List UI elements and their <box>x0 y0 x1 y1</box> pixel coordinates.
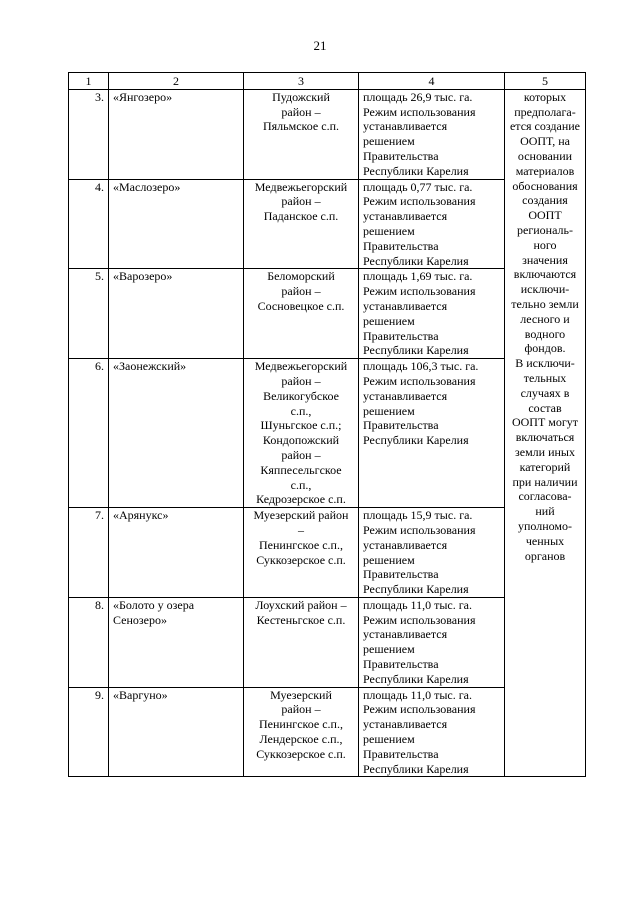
note-line: водного <box>524 326 566 341</box>
location-line: Кяппесельгское <box>260 462 342 477</box>
note-line: основании <box>517 148 573 163</box>
location-line: Суккозерское с.п. <box>256 746 346 761</box>
note-line: состав <box>528 400 562 415</box>
note-line: предполага- <box>514 104 576 119</box>
details-cell <box>359 687 505 777</box>
details-cell <box>359 597 505 687</box>
area-name-cell: «Янгозеро» <box>109 89 244 179</box>
area-name-cell: «Арянукс» <box>109 508 244 598</box>
location-line: район – <box>281 194 321 209</box>
details-line: устанавливается <box>363 298 448 313</box>
note-line: ООПТ, на <box>520 134 570 149</box>
details-line: Режим использования <box>363 702 476 717</box>
location-line: Пяльмское с.п. <box>262 119 339 134</box>
location-line: Кондопожский <box>262 433 340 448</box>
location-line: район – <box>281 284 321 299</box>
location-line: район – <box>281 373 321 388</box>
location-line: Муезерский <box>270 687 332 702</box>
note-cell <box>505 89 586 777</box>
details-line: Правительства <box>363 418 439 433</box>
details-line: Республики Карелия <box>363 343 469 358</box>
note-line: фондов. <box>524 341 566 356</box>
row-number-cell: 6. <box>69 359 109 508</box>
details-line: Республики Карелия <box>363 582 469 597</box>
note-line: включаются <box>513 267 577 282</box>
location-line: Пудожский <box>272 89 330 104</box>
location-line: Медвежьегорский <box>254 179 348 194</box>
details-line: Республики Карелия <box>363 253 469 268</box>
location-cell <box>244 179 359 269</box>
details-line: Правительства <box>363 148 439 163</box>
details-line: Правительства <box>363 328 439 343</box>
details-line: решением <box>363 134 415 149</box>
location-line: Паданское с.п. <box>263 209 339 224</box>
details-line: Режим использования <box>363 522 476 537</box>
row-number-cell: 4. <box>69 179 109 269</box>
note-line: тельных <box>523 370 567 385</box>
note-line: ется создание <box>509 119 580 134</box>
note-line: случаях в <box>520 385 570 400</box>
details-line: устанавливается <box>363 717 448 732</box>
details-cell <box>359 269 505 359</box>
location-line: Сосновецкое с.п. <box>257 298 345 313</box>
location-line: Кестеньгское с.п. <box>256 612 346 627</box>
note-line: лесного и <box>520 311 570 326</box>
note-line: согласова- <box>518 489 572 504</box>
details-line: Республики Карелия <box>363 433 469 448</box>
details-line: площадь 1,69 тыс. га. <box>363 269 473 284</box>
details-line: решением <box>363 642 415 657</box>
note-line: создания <box>522 193 568 208</box>
location-line: район – <box>281 104 321 119</box>
details-line: устанавливается <box>363 209 448 224</box>
location-line: с.п., <box>290 403 312 418</box>
note-line: категорий <box>519 459 571 474</box>
note-line: материалов <box>515 163 575 178</box>
header-cell-3: 3 <box>244 73 359 90</box>
header-cell-5: 5 <box>505 73 586 90</box>
details-line: Режим использования <box>363 104 476 119</box>
row-number-cell: 8. <box>69 597 109 687</box>
note-line: тельно земли <box>511 296 579 311</box>
location-line: Муезерский район <box>253 508 349 523</box>
details-line: решением <box>363 732 415 747</box>
details-line: Правительства <box>363 657 439 672</box>
header-cell-2: 2 <box>109 73 244 90</box>
details-line: площадь 15,9 тыс. га. <box>363 508 473 523</box>
details-line: Режим использования <box>363 373 476 388</box>
details-line: решением <box>363 552 415 567</box>
details-line: Республики Карелия <box>363 761 469 776</box>
area-name-cell: «Заонежский» <box>109 359 244 508</box>
details-line: Режим использования <box>363 612 476 627</box>
area-name-cell: «Болото у озера Сенозеро» <box>109 597 244 687</box>
location-line: Пенингское с.п., <box>259 537 343 552</box>
location-line: район – <box>281 447 321 462</box>
details-line: площадь 0,77 тыс. га. <box>363 179 473 194</box>
location-cell <box>244 508 359 598</box>
location-line: Суккозерское с.п. <box>256 552 346 567</box>
note-line: обоснования <box>512 178 578 193</box>
details-line: решением <box>363 403 415 418</box>
details-cell <box>359 89 505 179</box>
area-name-cell: «Варгуно» <box>109 687 244 777</box>
location-line: Лендерское с.п., <box>259 732 343 747</box>
location-line: Медвежьегорский <box>254 359 348 374</box>
protected-areas-table <box>68 72 586 777</box>
table-row <box>69 89 586 179</box>
location-cell <box>244 597 359 687</box>
table-header-row <box>69 73 586 90</box>
location-line: – <box>298 522 304 537</box>
note-line: включаться <box>515 430 575 445</box>
details-line: Режим использования <box>363 194 476 209</box>
note-line: органов <box>524 548 566 563</box>
note-line: при наличии <box>512 474 578 489</box>
location-cell <box>244 89 359 179</box>
details-cell <box>359 508 505 598</box>
details-line: устанавливается <box>363 119 448 134</box>
row-number-cell: 3. <box>69 89 109 179</box>
location-line: Лоухский район – <box>255 597 347 612</box>
location-cell <box>244 687 359 777</box>
details-cell <box>359 179 505 269</box>
area-name-cell: «Варозеро» <box>109 269 244 359</box>
row-number-cell: 9. <box>69 687 109 777</box>
note-line: ООПТ могут <box>511 415 579 430</box>
details-line: решением <box>363 313 415 328</box>
details-line: устанавливается <box>363 537 448 552</box>
location-line: Беломорский <box>267 269 335 284</box>
note-line: ченных <box>525 533 565 548</box>
note-line: ний <box>535 504 555 519</box>
details-line: площадь 26,9 тыс. га. <box>363 89 473 104</box>
details-line: площадь 11,0 тыс. га. <box>363 687 472 702</box>
details-line: площадь 106,3 тыс. га. <box>363 359 479 374</box>
page-number: 21 <box>313 38 327 53</box>
location-line: Пенингское с.п., <box>259 717 343 732</box>
note-line: ного <box>533 237 557 252</box>
header-cell-1: 1 <box>69 73 109 90</box>
row-number-cell: 7. <box>69 508 109 598</box>
details-line: Правительства <box>363 238 439 253</box>
note-line: земли иных <box>515 444 575 459</box>
details-line: Правительства <box>363 567 439 582</box>
note-line: которых <box>523 89 567 104</box>
location-line: район – <box>281 702 321 717</box>
details-line: устанавливается <box>363 388 448 403</box>
location-cell <box>244 269 359 359</box>
location-line: Великогубское <box>263 388 339 403</box>
location-line: Кедрозерское с.п. <box>256 492 346 507</box>
details-line: решением <box>363 223 415 238</box>
note-line: значения <box>522 252 568 267</box>
location-line: Шуньгское с.п.; <box>260 418 342 433</box>
details-line: Республики Карелия <box>363 163 469 178</box>
note-line: ООПТ <box>528 208 562 223</box>
note-line: исключи- <box>520 282 570 297</box>
details-line: Республики Карелия <box>363 671 469 686</box>
location-cell <box>244 359 359 508</box>
area-name-cell: «Маслозеро» <box>109 179 244 269</box>
details-line: устанавливается <box>363 627 448 642</box>
note-line: В исключи- <box>515 356 575 371</box>
details-line: площадь 11,0 тыс. га. <box>363 597 472 612</box>
location-line: с.п., <box>290 477 312 492</box>
note-line: региональ- <box>517 222 573 237</box>
details-cell <box>359 359 505 508</box>
details-line: Правительства <box>363 746 439 761</box>
details-line: Режим использования <box>363 284 476 299</box>
note-line: уполномо- <box>517 518 573 533</box>
row-number-cell: 5. <box>69 269 109 359</box>
header-cell-4: 4 <box>359 73 505 90</box>
